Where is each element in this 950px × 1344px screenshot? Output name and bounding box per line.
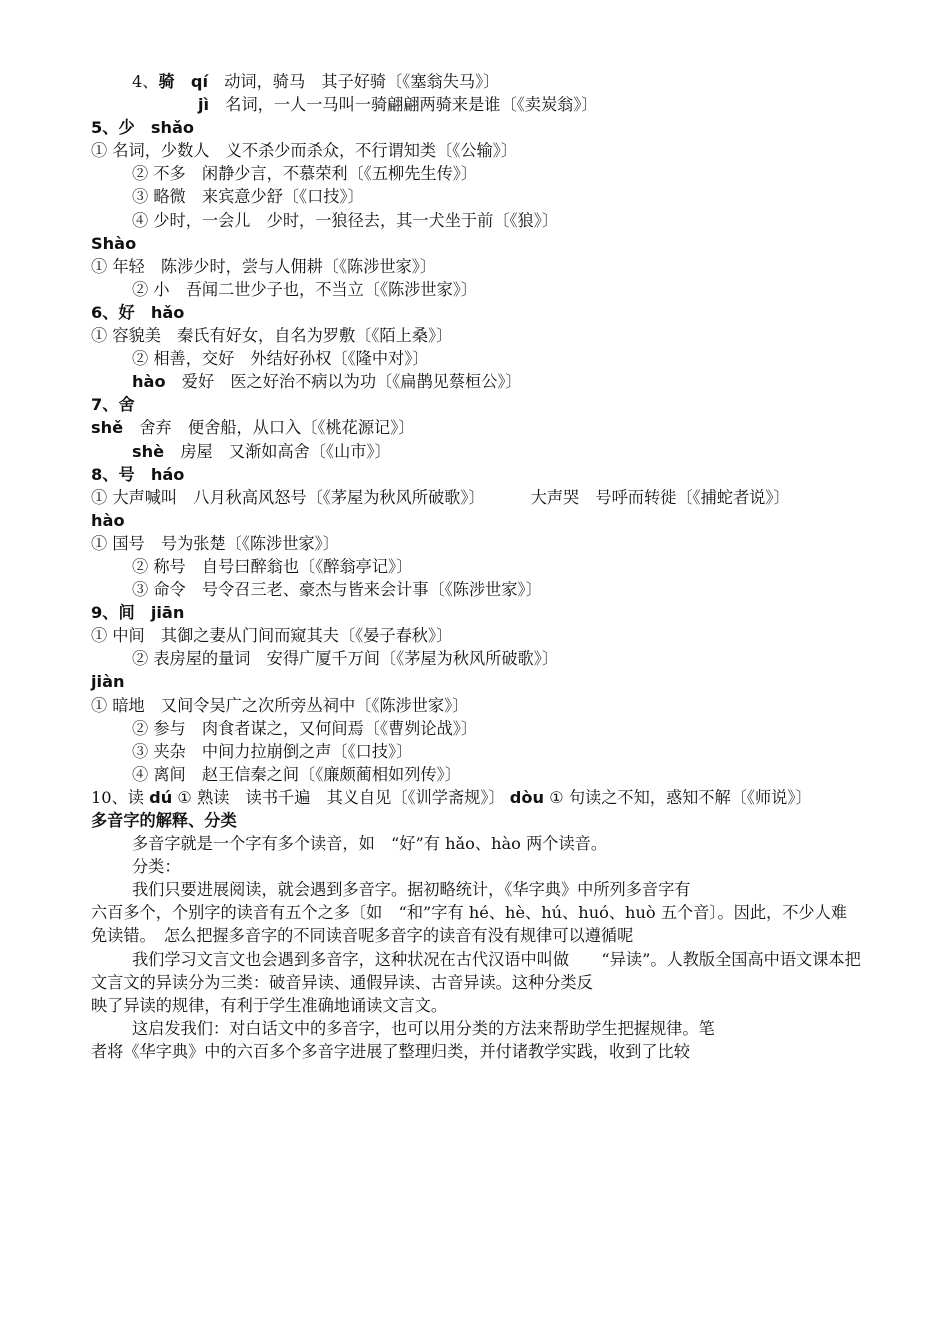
pinyin: shè <box>132 441 165 461</box>
pinyin: shě <box>91 418 124 438</box>
entry-heading: jiàn <box>91 672 125 692</box>
pinyin: hé、hè、hú、huó、huò <box>468 903 656 923</box>
entry-line: ① 国号 号为张楚〔《陈涉世家》〕 <box>91 533 339 553</box>
entry-line: ① 容貌美 秦氏有好女，自名为罗敷〔《陌上桑》〕 <box>91 326 453 346</box>
entry-line: ① 年轻 陈涉少时，尝与人佣耕〔《陈涉世家》〕 <box>91 256 437 276</box>
paragraph <box>91 901 861 947</box>
pinyin: hào <box>491 834 521 854</box>
entry-text: 动词，骑马 其子好骑〔《塞翁失马》〕 <box>224 72 500 91</box>
entry-text: ① 大声喊叫 八月秋高风怒号〔《茅屋为秋风所破歌》〕 <box>91 487 485 507</box>
paragraph-text: 、 <box>474 834 492 854</box>
entry-text: 大声哭 号呼而转徙〔《捕蛇者说》〕 <box>530 487 790 507</box>
entry-line: ② 不多 闲静少言，不慕荣利〔《五柳先生传》〕 <box>132 164 478 184</box>
entry-number: 4、 <box>132 72 159 91</box>
paragraph: 者将《华字典》中的六百多个多音字进展了整理归类，并付诸教学实践，收到了比较 <box>91 1041 690 1061</box>
pinyin: dòu <box>509 787 545 807</box>
paragraph: 我们学习文言文也会遇到多音字，这种状况在古代汉语中叫做 “异读”。人教版全国高中语文课本把文言文的异读分为三类：破音异读、通假异读、古音异读。这种分类反 <box>91 949 861 992</box>
entry-character: 骑 <box>158 72 175 91</box>
section-title: 多音字的解释、分类 <box>91 811 237 830</box>
paragraph: 我们只要进展阅读，就会遇到多音字。据初略统计，《华字典》中所列多音字有 <box>132 880 691 900</box>
paragraph: 映了异读的规律，有利于学生准确地诵读文言文。 <box>91 995 448 1015</box>
entry-line <box>91 370 861 393</box>
entry-line <box>91 93 861 116</box>
entry-text: 爱好 医之好治不病以为功〔《扁鹊见蔡桓公》〕 <box>181 372 522 392</box>
entry-text: ① 熟读 读书千遍 其义自见〔《训学斋规》〕 <box>177 787 505 807</box>
entry-line: ③ 夹杂 中间力拉崩倒之声〔《口技》〕 <box>132 741 413 761</box>
entry-line: ① 名词，少数人 义不杀少而杀众，不行谓知类〔《公输》〕 <box>91 141 518 161</box>
entry-line: ④ 少时，一会儿 少时，一狼径去，其一犬坐于前〔《狼》〕 <box>132 210 559 230</box>
entry-line <box>91 440 861 463</box>
entry-heading: 9、间 jiān <box>91 603 185 623</box>
entry-line <box>91 486 861 509</box>
paragraph-text: 五个音〕。因此，不少人难免读错。 怎么把握多音字的不同读音呢多音字的读音有没有规律可以遵循呢 <box>91 903 847 946</box>
entry-number: 10、读 <box>91 787 144 807</box>
entry-text: ① 句读之不知，惑知不解〔《师说》〕 <box>549 787 812 807</box>
entry-text: 舍弃 便舍船，从口入〔《桃花源记》〕 <box>139 418 415 438</box>
entry-heading: Shào <box>91 233 137 253</box>
entry-line: ③ 略微 来宾意少舒〔《口技》〕 <box>132 187 364 207</box>
entry-heading: 6、好 hǎo <box>91 302 185 322</box>
entry-line: ② 表房屋的量词 安得广厦千万间〔《茅屋为秋风所破歌》〕 <box>132 649 559 669</box>
pinyin: jì <box>198 95 210 115</box>
entry-line <box>91 786 861 809</box>
entry-heading: hào <box>91 510 125 530</box>
entry-heading: 5、少 shǎo <box>91 118 195 138</box>
paragraph: 分类： <box>132 857 181 877</box>
paragraph: 这启发我们：对白话文中的多音字，也可以用分类的方法来帮助学生把握规律。笔 <box>132 1018 715 1038</box>
entry-line: ① 中间 其御之妻从门间而窥其夫〔《晏子春秋》〕 <box>91 626 453 646</box>
paragraph <box>91 832 861 855</box>
pinyin: qí <box>190 72 209 91</box>
pinyin: hǎo <box>445 834 475 854</box>
entry-line <box>91 416 861 439</box>
entry-line: ① 暗地 又间令吴广之次所旁丛祠中〔《陈涉世家》〕 <box>91 695 469 715</box>
entry-line: ② 参与 肉食者谋之，又何间焉〔《曹刿论战》〕 <box>132 718 478 738</box>
entry-line: ③ 命令 号令召三老、豪杰与皆来会计事〔《陈涉世家》〕 <box>132 580 542 600</box>
document-page <box>91 70 861 1063</box>
pinyin: dú <box>149 787 173 807</box>
entry-text: 房屋 又渐如高舍〔《山市》〕 <box>180 441 391 461</box>
entry-heading: 7、舍 <box>91 395 135 415</box>
pinyin: hào <box>132 372 166 392</box>
entry-line: ② 相善，交好 外结好孙权〔《隆中对》〕 <box>132 349 429 369</box>
paragraph-text: 两个读音。 <box>526 834 608 854</box>
paragraph-text: 六百多个，个别字的读音有五个之多〔如 “和”字有 <box>91 903 464 923</box>
entry-line: ② 小 吾闻二世少子也，不当立〔《陈涉世家》〕 <box>132 279 478 299</box>
entry-heading: 8、号 háo <box>91 464 185 484</box>
entry-line: ④ 离间 赵王信秦之间〔《廉颇蔺相如列传》〕 <box>132 764 461 784</box>
entry-text: 名词，一人一马叫一骑翩翩两骑来是谁〔《卖炭翁》〕 <box>225 95 598 115</box>
paragraph-text: 多音字就是一个字有多个读音，如 “好”有 <box>132 834 440 854</box>
entry-line: ② 称号 自号曰醉翁也〔《醉翁亭记》〕 <box>132 556 413 576</box>
entry-line <box>91 70 861 93</box>
